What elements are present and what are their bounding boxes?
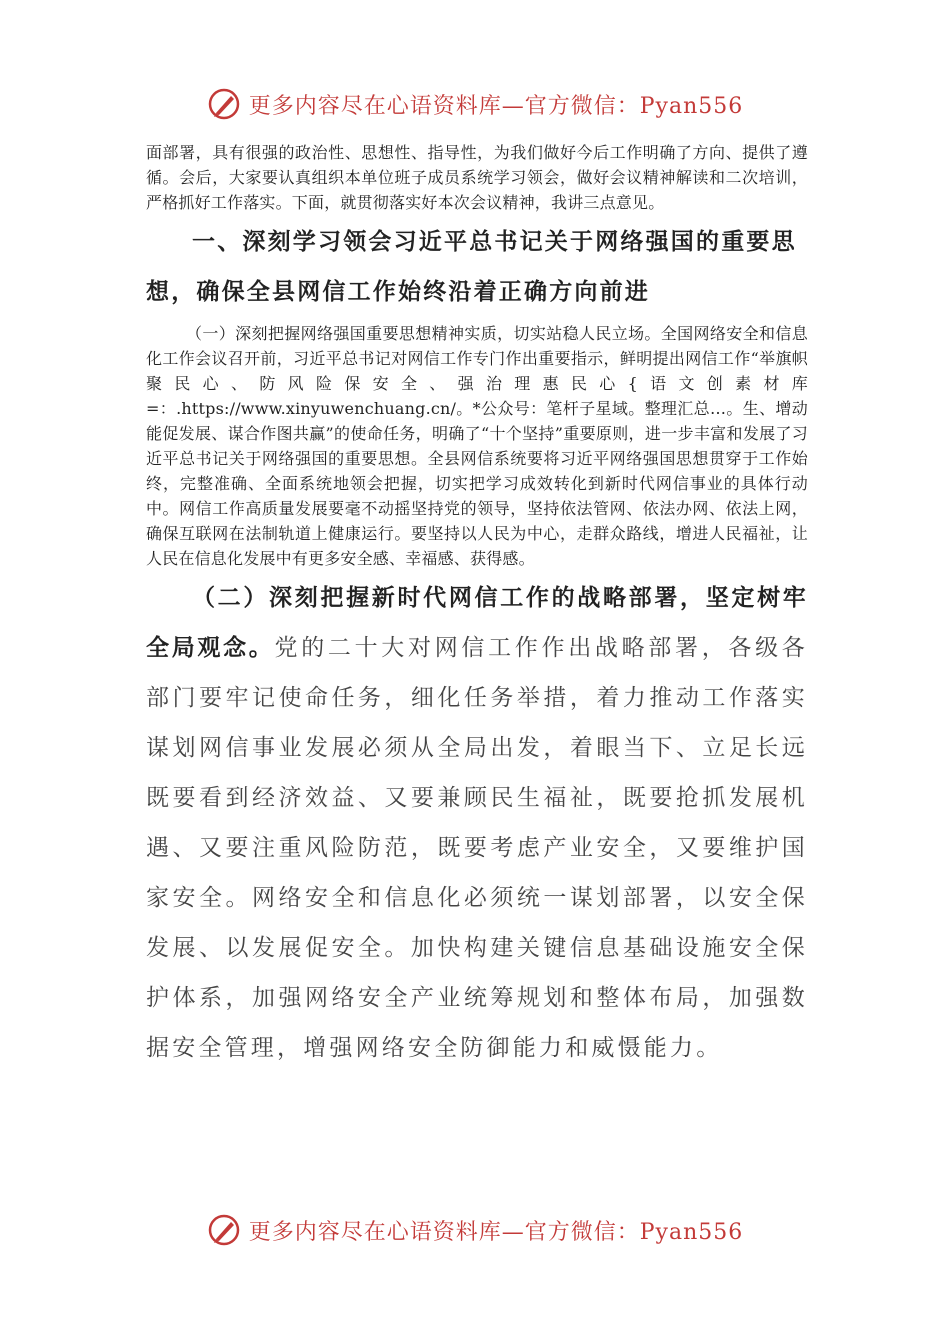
pen-logo-icon (207, 1213, 241, 1247)
subsection-paragraph-1: （一）深刻把握网络强国重要思想精神实质，切实站稳人民立场。全国网络安全和信息化工作会议召开前，习近平总书记对网信工作专门作出重要指示，鲜明提出网信工作“举旗帜聚民心、防风险保安全、强治理惠民心{语文创素材库=：.https://www.xinyuwenchuang.cn/。*公众号：笔杆子星域。整理汇总…。生、增动能促发展、谋合作图共赢”的使命任务，明确了“十个坚持”重要原则，进一步丰富和发展了习近平总书记关于网络强国的重要思想。全县网信系统要将习近平网络强国思想贯穿于工作始终，完整准确、全面系统地领会把握，切实把学习成效转化到新时代网信事业的具体行动中。网信工作高质量发展要毫不动摇坚持党的领导，坚持依法管网、依法办网、依法上网，确保互联网在法制轨道上健康运行。要坚持以人民为中心，走群众路线，增进人民福祉，让人民在信息化发展中有更多安全感、幸福感、获得感。 (146, 324, 808, 568)
subsection-paragraph-2 (146, 573, 808, 1073)
header-watermark (0, 82, 950, 126)
watermark-text: 更多内容尽在心语资料库—官方微信：Pyan556 (248, 1219, 744, 1245)
subsection-lead-2: （二）深刻把握新时代网信工作的战略部署，坚定树牢全局观念。 (146, 585, 808, 661)
document-body (146, 140, 808, 1073)
watermark-text: 更多内容尽在心语资料库—官方微信：Pyan556 (248, 93, 744, 119)
pen-logo-icon (207, 87, 241, 121)
subsection-text-2: 党的二十大对网信工作作出战略部署，各级各部门要牢记使命任务，细化任务举措，着力推动工作落实谋划网信事业发展必须从全局出发，着眼当下、立足长远既要看到经济效益、又要兼顾民生福祉，既要抢抓发展机遇、又要注重风险防范，既要考虑产业安全，又要维护国家安全。网络安全和信息化必须统一谋划部署，以安全保发展、以发展促安全。加快构建关键信息基础设施安全保护体系，加强网络安全产业统筹规划和整体布局，加强数据安全管理，增强网络安全防御能力和威慑能力。 (146, 635, 808, 1061)
intro-paragraph: 面部署，具有很强的政治性、思想性、指导性，为我们做好今后工作明确了方向、提供了遵循。会后，大家要认真组织本单位班子成员系统学习领会，做好会议精神解读和二次培训，严格抓好工作落实。下面，就贯彻落实好本次会议精神，我讲三点意见。 (146, 143, 808, 212)
footer-watermark (0, 1208, 950, 1252)
section-heading-1: 一、深刻学习领会习近平总书记关于网络强国的重要思想，确保全县网信工作始终沿着正确方向前进 (146, 229, 797, 305)
